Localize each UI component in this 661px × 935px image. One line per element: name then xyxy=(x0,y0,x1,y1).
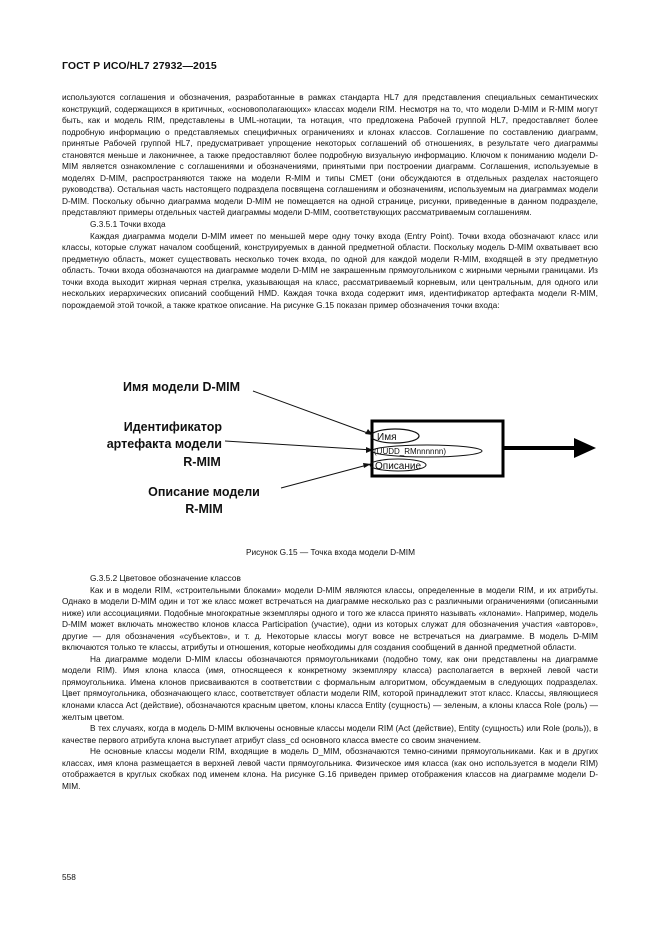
entry-point-id: (UUDD_RMnnnnnn) xyxy=(374,447,447,456)
label-artifact-id-2: артефакта модели xyxy=(106,437,222,451)
pointer-line-name xyxy=(253,391,373,435)
subsection-heading: G.3.5.1 Точки входа xyxy=(90,219,166,230)
page-number: 558 xyxy=(62,872,76,882)
document-header: ГОСТ Р ИСО/HL7 27932—2015 xyxy=(62,60,217,72)
entry-point-description: Описание xyxy=(375,461,422,472)
output-arrow-icon xyxy=(574,438,596,458)
paragraph: Не основные классы модели RIM, входящие в модель D_MIM, обозначаются темно-синими прямоугольниками. Как и в других классах, имя клона размещается в верхней левой части прямоугольника. Физическое имя класса (как оно используется в модели RIM) отображается в круглых скобках под именем клона. На рисунке G.16 приведен пример отображения классов на диаграмме модели D-MIM. xyxy=(62,746,598,791)
pointer-line-id xyxy=(225,441,373,450)
paragraph: Каждая диаграмма модели D-MIM имеет по меньшей мере одну точку входа (Entry Point). Точки входа обозначают класс или классы, которые служат началом сообщений, конструируемых в данной предметной области. Поскольку модель D-MIM охватывает всю предметную область, может существовать несколько точек входа, по одной для каждой модели R-MIM, входящей в эту предметную область. Точки входа обозначаются на диаграмме модели D-MIM не закрашенным прямоугольником с жирными черными границами. Из точки входа выходит жирная черная стрелка, указывающая на класс, рассматриваемый корневым, или центральным, для одного или нескольких иерархических описаний сообщений HMD. Каждая точка входа содержит имя, идентификатор артефакта модели R-MIM, порождаемой этой точкой, а также краткое описание. На рисунке G.15 показан пример обозначения точки входа: xyxy=(62,230,598,310)
label-description-1: Описание модели xyxy=(148,485,260,499)
entry-point-diagram xyxy=(62,368,598,528)
subsection-heading: G.3.5.2 Цветовое обозначение классов xyxy=(90,573,241,583)
pointer-line-desc xyxy=(281,464,371,488)
figure-entry-point xyxy=(62,368,598,528)
entry-point-name: Имя xyxy=(377,432,397,443)
paragraph: Как и в модели RIM, «строительными блоками» модели D-MIM являются классы, определенные в модели RIM, и их атрибуты. Однако в модели D-MIM один и тот же класс может встречаться на диаграмме несколько раз с различными ограничениями (описанными ниже) или ассоциациями. Подобные многократные экземпляры одного и того же класса принято называть «клонами». Например, модель D-MIM может включать множество клонов класса Participation (участие), одни из которых служат для обозначения участия «авторов», другие — для обозначения «субъектов», и т. д. Некоторые классы могут вовсе не встречаться на диаграмме. В модель D-MIM включаются только те классы, атрибуты и отношения, которые необходимы для создания сообщений в данной предметной области. xyxy=(62,584,598,653)
paragraph: используются соглашения и обозначения, разработанные в рамках стандарта HL7 для представления специальных семантических конструкций, содержащихся в критичных, «основополагающих» классах модели RIM. Несмотря на то, что модели D-MIM и R-MIM могут быть, как и модель RIM, представлены в UML-нотации, та нотация, что предложена Рабочей группой HL7, предоставляет более подробную информацию о представляемых специфичных ограничениях и клонах классов. Соглашение по составлению диаграмм, принятые Рабочей группой HL7, предусматривает упрощение некоторых соглашений об отношениях, в результате чего диаграммы становятся меньше и лаконичнее, а также предоставляют более подробную визуальную информацию. Ключом к пониманию модели D-MIM является ознакомление с соглашениями и обозначениями, принятыми при построении диаграмм. Соглашения, используемые в моделях D-MIM, распространяются также на модели R-MIM и типы CMET (они обсуждаются в отдельных разделах настоящего руководства). Остальная часть настоящего подраздела посвящена соглашениям и обозначениям, используемым на диаграммах модели D-MIM. Поскольку обычно диаграмма модели D-MIM не помещается на одной странице, рисунки, приведенные в данном подразделе, представляют примеры отдельных частей диаграммы модели D-MIM, соответствующих рассматриваемым соглашениям. xyxy=(62,92,598,218)
paragraph: На диаграмме модели D-MIM классы обозначаются прямоугольниками (подобно тому, как они представлены на диаграмме модели RIM). Имя клона класса (имя, относящееся к конкретному экземпляру класса) располагается в верхней левой части прямоугольника. Имена клонов присваиваются в соответствии с формальным алгоритмом, обсуждаемым в следующих подразделах. Цвет прямоугольника, обозначающего класс, соответствует области модели RIM, которой принадлежит этот класс. Классы, являющиеся клонами класса Act (действие), обозначаются красным цветом, клоны класса Entity (сущность) — зеленым, а клоны класса Role (роль) — желтым цветом. xyxy=(62,653,598,722)
paragraph: В тех случаях, когда в модель D-MIM включены основные классы модели RIM (Act (действие), Entity (сущность) или Role (роль)), в качестве первого атрибута клона выступает атрибут class_cd основного класса вместе со своим значением. xyxy=(62,723,598,745)
figure-caption: Рисунок G.15 — Точка входа модели D-MIM xyxy=(245,547,416,557)
label-dmim-name: Имя модели D-MIM xyxy=(123,380,241,394)
section-color-coding xyxy=(62,573,598,792)
section-entry-points xyxy=(62,92,598,311)
label-description-2: R-MIM xyxy=(185,502,223,516)
label-artifact-id-1: Идентификатор xyxy=(123,420,222,434)
label-artifact-id-3: R-MIM xyxy=(183,455,221,469)
